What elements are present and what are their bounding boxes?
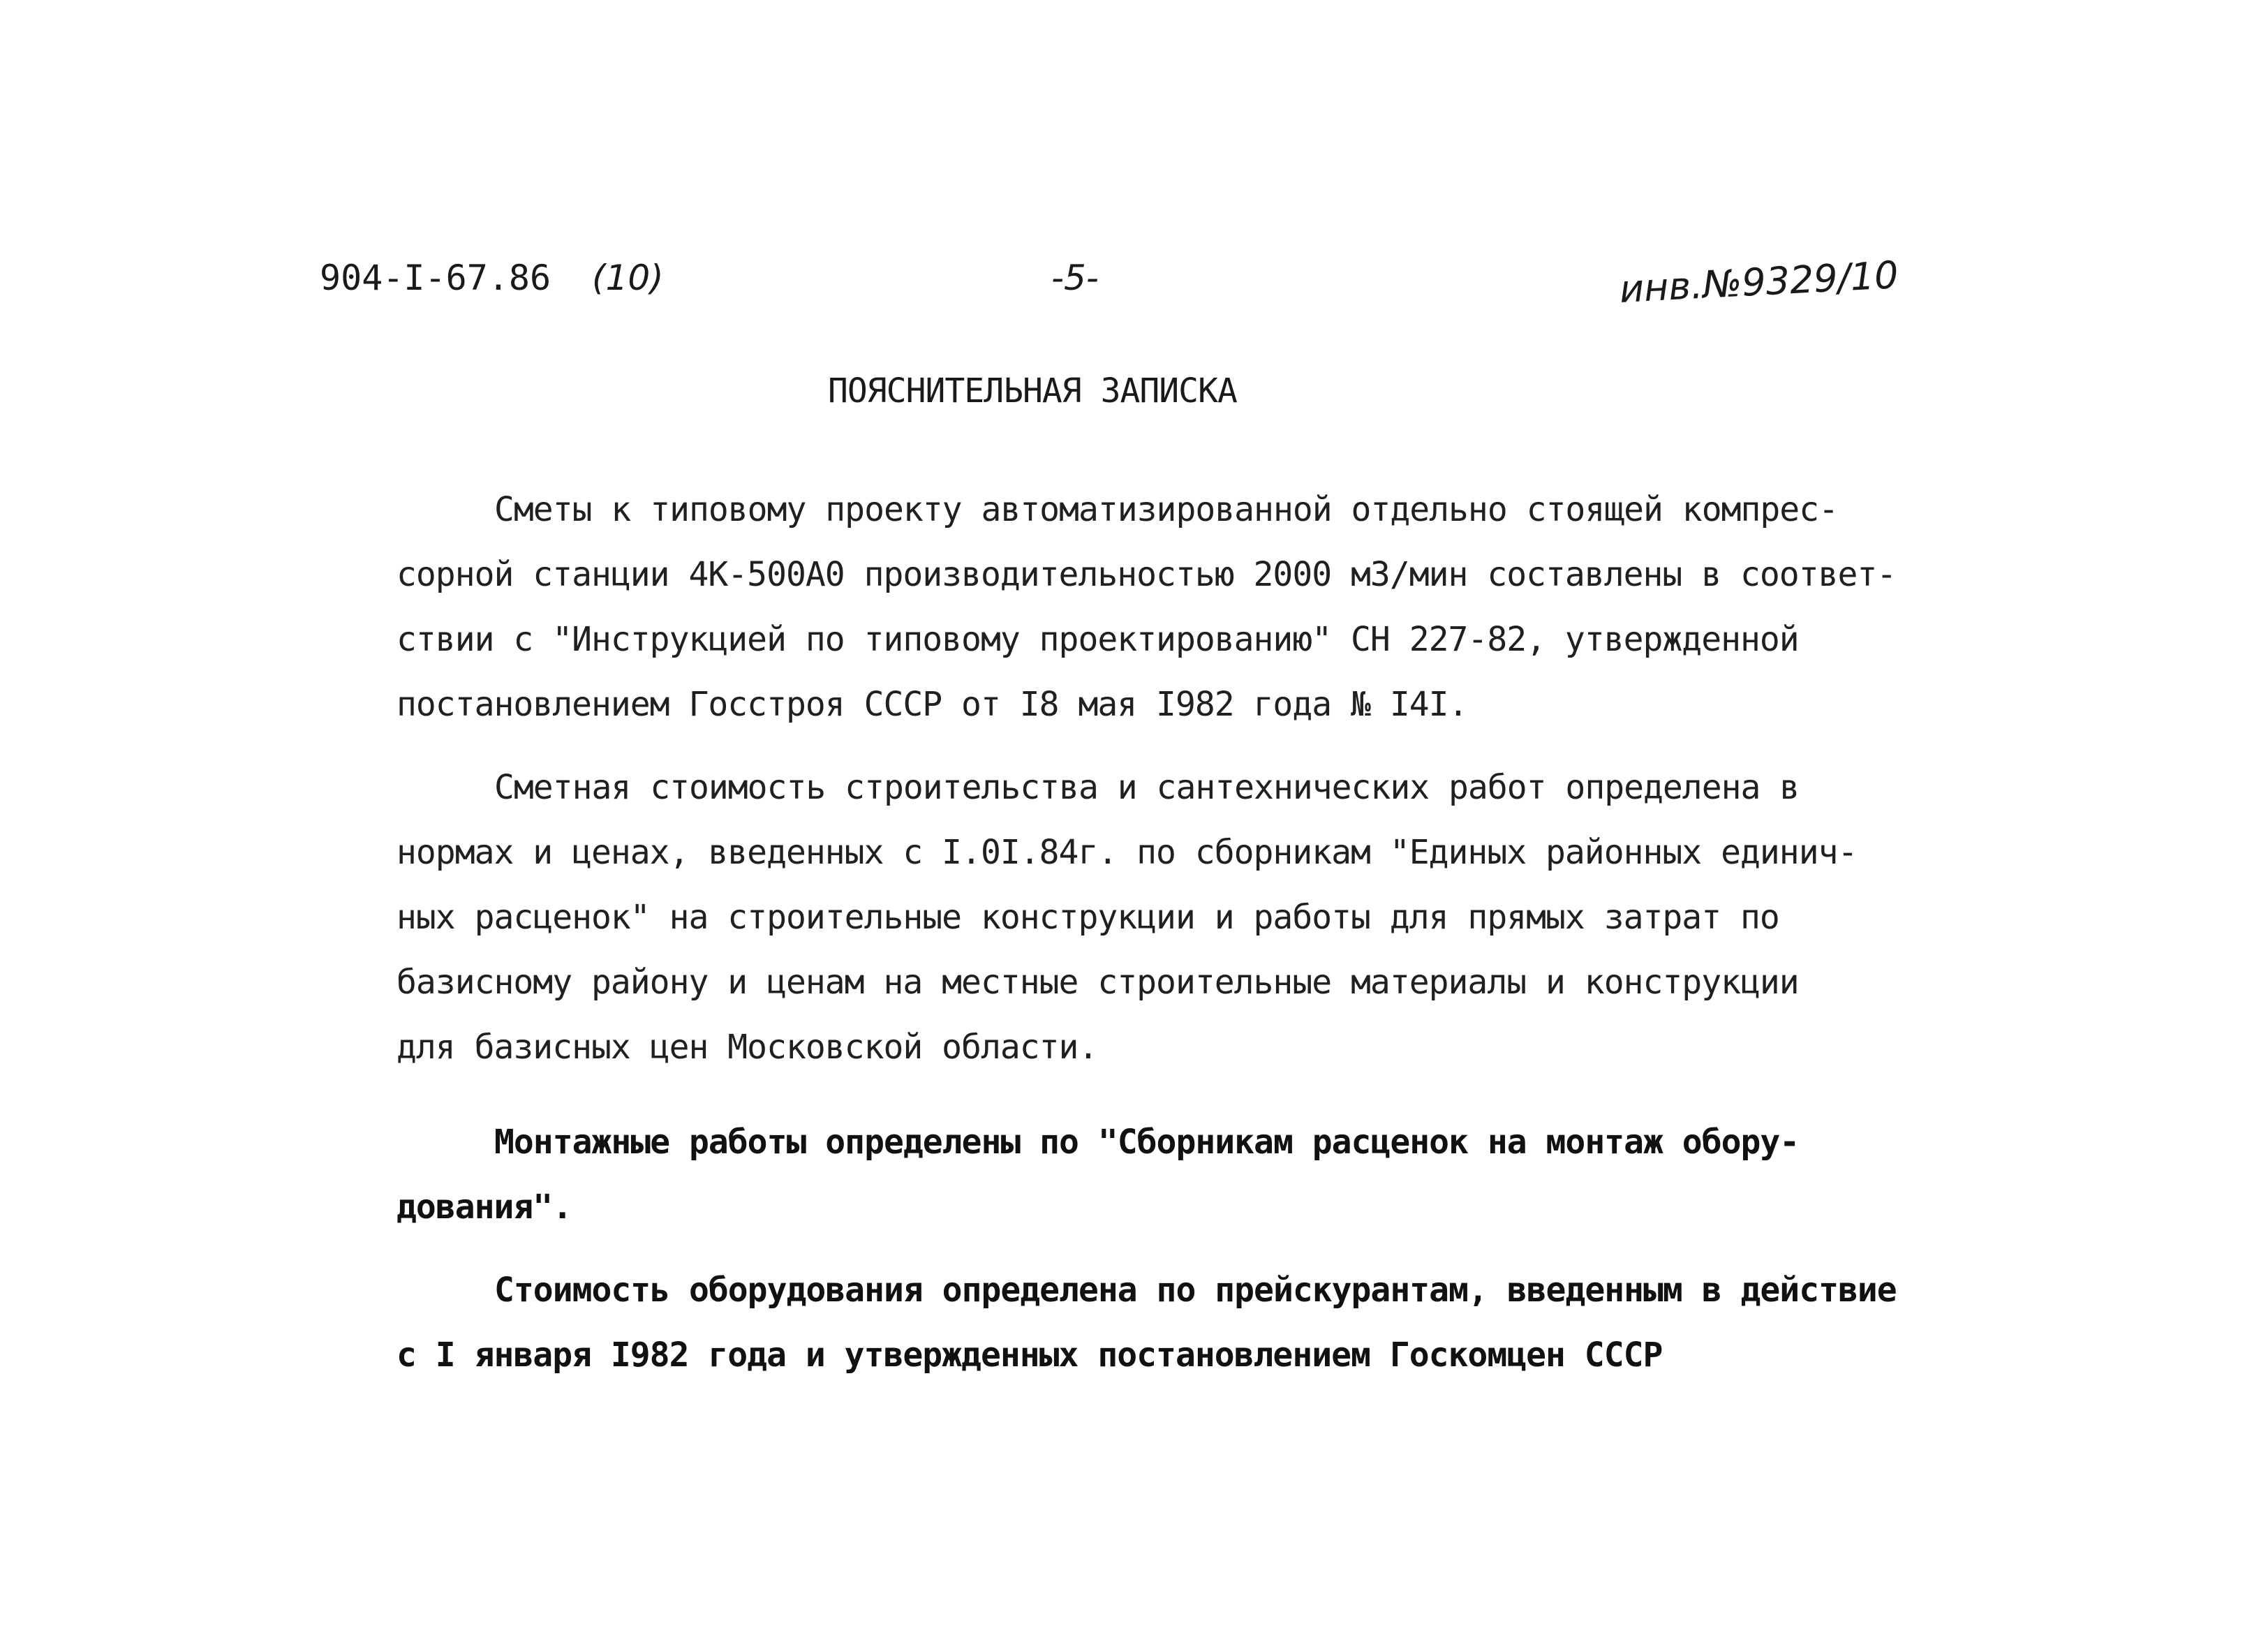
paragraph-1-line-1: Сметы к типовому проекту автоматизированной отдельно стоящей компрес- <box>494 490 1838 529</box>
paragraph-4-line-1: Стоимость оборудования определена по прейскурантам, введенным в действие <box>494 1271 1897 1310</box>
sheet-number: (10) <box>592 258 664 298</box>
paragraph-1-line-2: сорной станции 4К-500А0 производительностью 2000 м3/мин составлены в соответ- <box>396 555 1897 594</box>
paragraph-3-line-2: дования". <box>396 1188 572 1227</box>
paragraph-2-line-3: ных расценок" на строительные конструкции и работы для прямых затрат по <box>396 898 1779 937</box>
paragraph-2-line-1: Сметная стоимость строительства и сантехнических работ определена в <box>494 768 1800 807</box>
paragraph-3-line-1: Монтажные работы определены по "Сборникам расценок на монтаж обору- <box>494 1123 1800 1162</box>
paragraph-1-line-4: постановлением Госстроя СССР от I8 мая I982 года № I4I. <box>396 685 1468 724</box>
paragraph-2-line-4: базисному району и ценам на местные строительные материалы и конструкции <box>396 963 1799 1002</box>
paragraph-4-line-2: с I января I982 года и утвержденных постановлением Госкомцен СССР <box>396 1336 1663 1375</box>
page-number: -5- <box>1051 258 1099 298</box>
paragraph-2-line-5: для базисных цен Московской области. <box>396 1028 1098 1067</box>
inventory-number: инв.№9329/10 <box>1618 253 1899 311</box>
document-code: 904-I-67.86 <box>320 258 551 298</box>
paragraph-1-line-3: ствии с "Инструкцией по типовому проектированию" СН 227-82, утвержденной <box>396 620 1799 659</box>
paragraph-2-line-2: нормах и ценах, введенных с I.0I.84г. по сборникам "Единых районных единич- <box>396 833 1858 872</box>
page-title: ПОЯСНИТЕЛЬНАЯ ЗАПИСКА <box>828 371 1237 411</box>
